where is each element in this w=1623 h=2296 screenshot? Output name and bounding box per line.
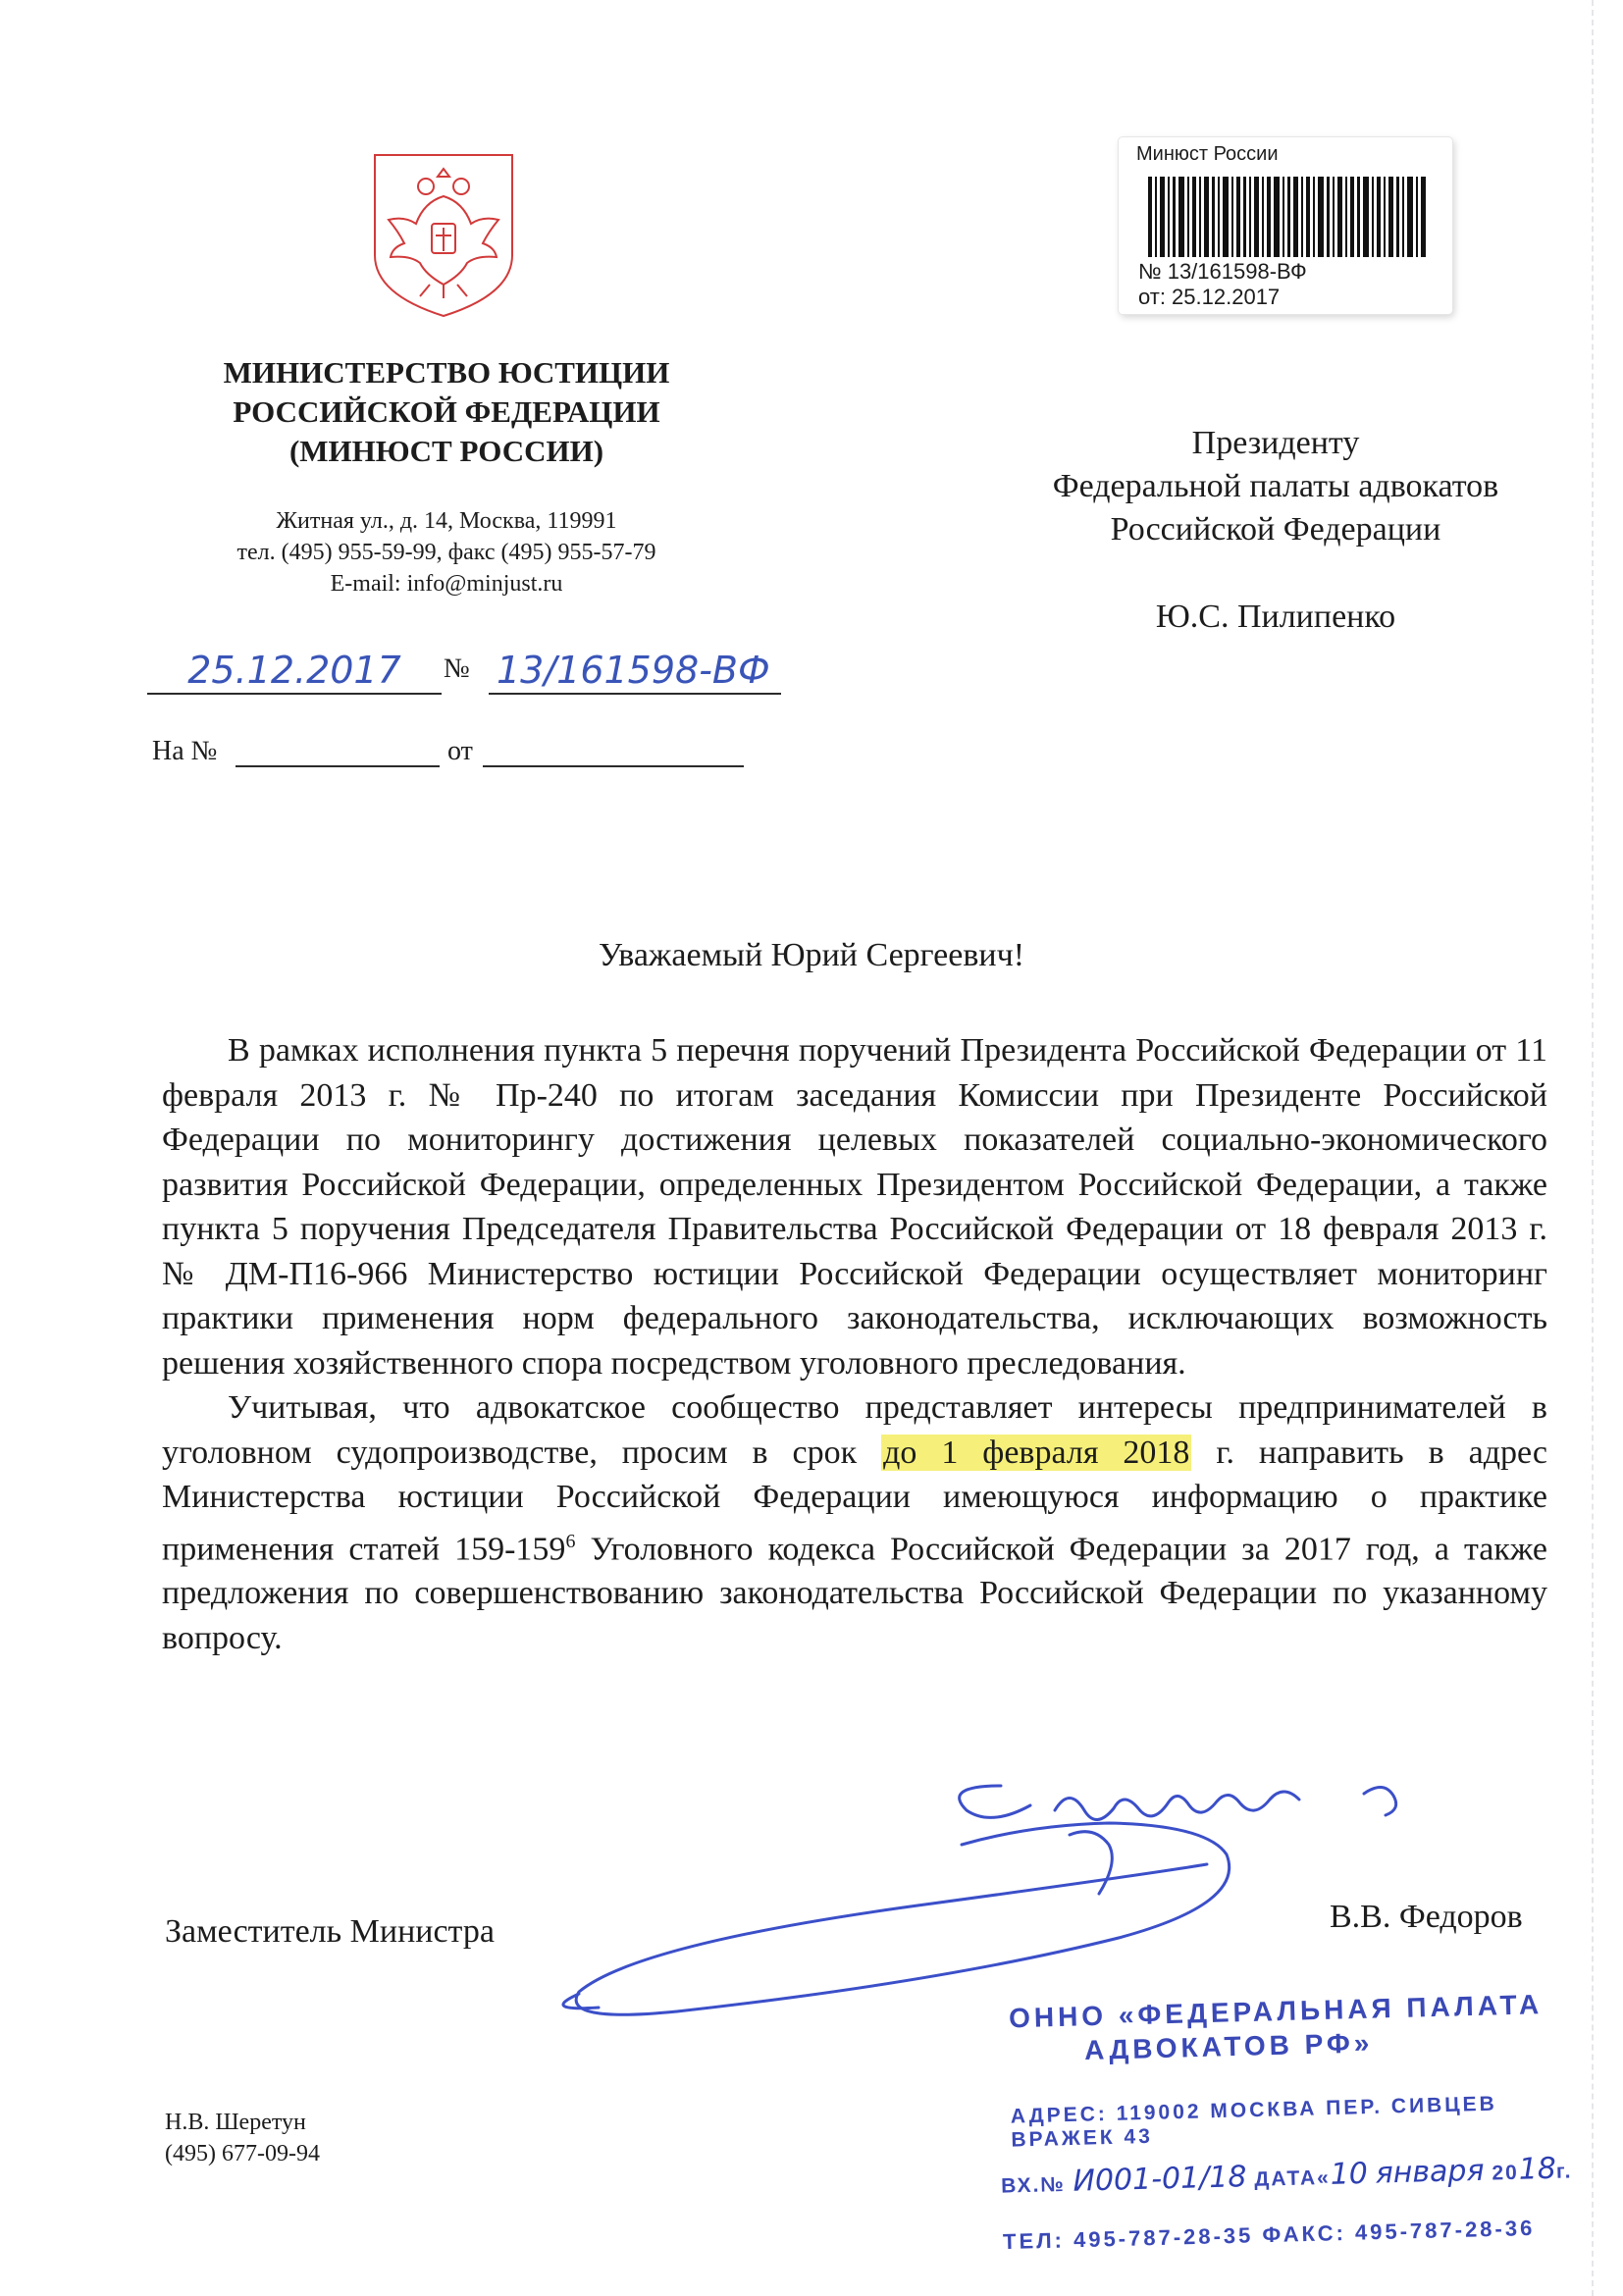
barcode-sticker [1119,137,1452,314]
ministry-title-line: МИНИСТЕРСТВО ЮСТИЦИИ [223,355,670,390]
ministry-phone: тел. (495) 955-59-99, факс (495) 955-57-79 [236,540,656,565]
stamp-date-year: 18 [1518,2151,1557,2187]
addressee-name: Ю.С. Пилипенко [1155,599,1396,635]
stamp-address: АДРЕС: 119002 МОСКВА ПЕР. СИВЦЕВ ВРАЖЕК 43 [1010,2092,1498,2152]
stamp-date-month: января [1375,2153,1485,2191]
reference-date-label: от [447,736,473,766]
executor-name: Н.В. Шеретун [165,2110,306,2135]
stamp-incoming-number: И001-01/18 [1073,2160,1247,2199]
addressee-line: Российской Федерации [1110,511,1441,548]
ministry-title [186,353,707,471]
stamp-date-day: 10 [1330,2156,1369,2192]
article-superscript: 6 [565,1530,576,1552]
ministry-email: E-mail: info@minjust.ru [330,571,563,597]
highlighted-deadline: до 1 февраля 2018 [883,1434,1190,1471]
barcode-sticker-date: от: 25.12.2017 [1138,285,1281,309]
outgoing-number-label: № [444,653,470,684]
body-text-segment: Учитывая, что адвокатское сообщество представляет интересы предпринимателей в уголовном судопроизводстве, просим в срок [162,1389,1547,1471]
reference-number-label: На № [152,736,218,766]
outgoing-date: 25.12.2017 [147,648,442,695]
body-text-segment: Уголовного кодекса Российской Федерации за 2017 год, а также предложения по совершенствованию законодательства Российской Федерации по указанному вопросу. [162,1530,1547,1656]
stamp-date-label: ДАТА« [1254,2166,1332,2191]
executor-phone: (495) 677-09-94 [165,2141,320,2166]
body-text-segment: г. направить в адрес Министерства юстиции Российской Федерации имеющуюся информацию о практике применения статей 159-159 [162,1434,1548,1567]
greeting: Уважаемый Юрий Сергеевич! [598,937,1025,973]
stamp-date-year-prefix: 20 [1492,2161,1520,2185]
signatory-name: В.В. Федоров [1330,1899,1523,1935]
letter-body [162,1028,1547,1660]
ministry-title-line: (МИНЮСТ РОССИИ) [288,434,604,468]
stamp-phone: ТЕЛ: 495-787-28-35 ФАКС: 495-787-28-36 [1002,2215,1536,2255]
barcode-sticker-number: № 13/161598-ВФ [1138,259,1307,284]
signatory-position: Заместитель Министра [165,1913,495,1950]
outgoing-number: 13/161598-ВФ [489,648,781,695]
incoming-registration-stamp [991,1982,1580,2276]
stamp-incoming-label: ВХ.№ [1000,2172,1067,2198]
addressee-line: Президенту [1191,425,1360,461]
addressee-line: Федеральной палаты адвокатов [1052,468,1499,504]
addressee-block [1011,422,1541,551]
ministry-address: Житная ул., д. 14, Москва, 119991 [276,508,617,534]
stamp-org-line: АДВОКАТОВ РФ» [1083,2027,1374,2066]
reference-date-blank [483,765,744,767]
stamp-org-line: ОННО «ФЕДЕРАЛЬНАЯ ПАЛАТА [1008,1989,1544,2034]
ministry-contacts [186,505,707,600]
stamp-incoming-number-row [1001,2151,1573,2200]
ministry-title-line: РОССИЙСКОЙ ФЕДЕРАЦИИ [233,394,660,429]
body-paragraph-1: В рамках исполнения пункта 5 перечня поручений Президента Российской Федерации от 11 февраля 2013 г. № Пр-240 по итогам заседания Комиссии при Президенте Российской Федерации по мониторингу достижения целевых показателей социально-экономического развития Российской Федерации, определенных Президентом Российской Федерации, а также пункта 5 поручения Председателя Правительства Российской Федерации от 18 февраля 2013 г. № ДМ-П16-966 Министерство юстиции Российской Федерации осуществляет мониторинг практики применения норм федерального законодательства, исключающих возможность решения хозяйственного спора посредством уголовного преследования. [162,1032,1547,1382]
barcode-sticker-org: Минюст России [1136,143,1279,165]
stamp-date-suffix: г. [1555,2160,1573,2183]
body-paragraph-2 [162,1385,1547,1660]
coat-of-arms-emblem [365,147,522,324]
barcode-icon [1148,177,1428,257]
reference-number-blank [236,765,440,767]
